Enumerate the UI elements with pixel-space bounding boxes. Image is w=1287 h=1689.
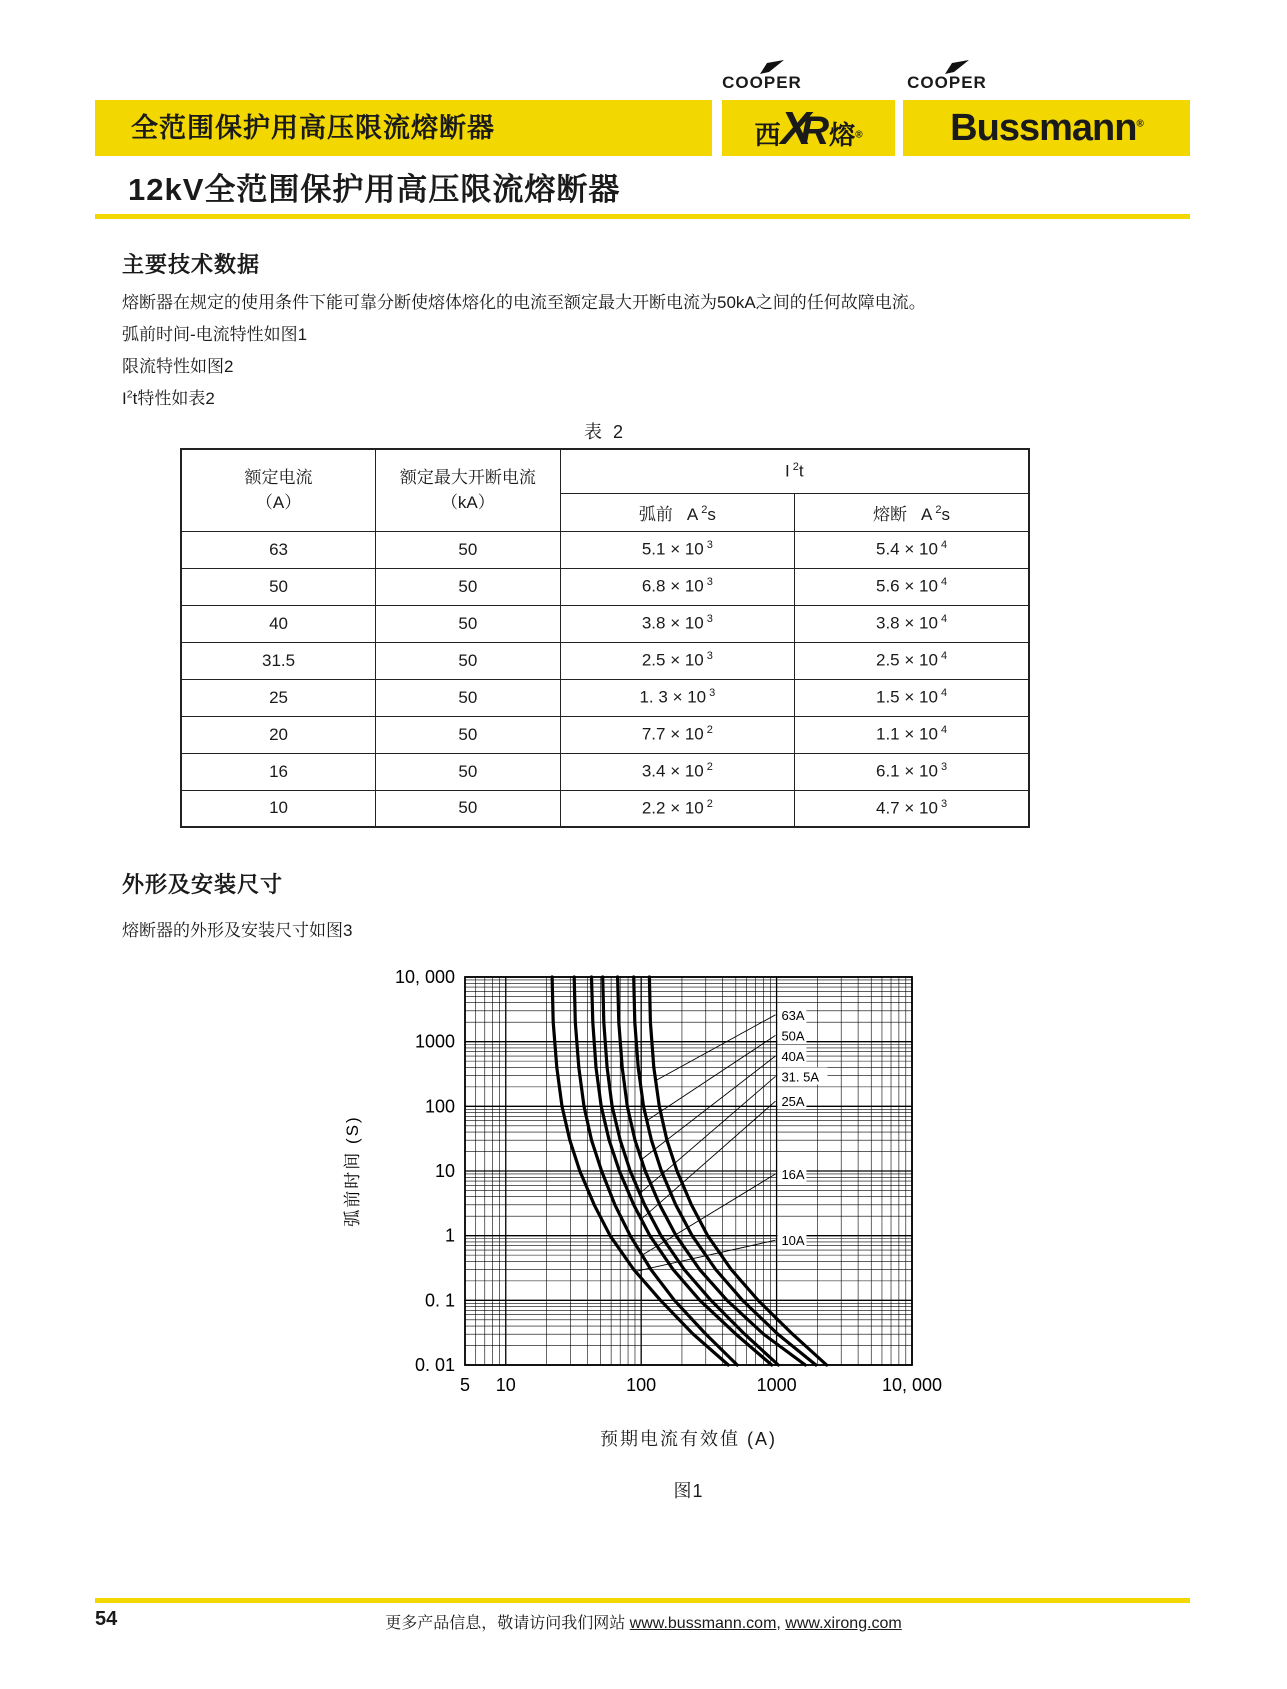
breaking-current-cell: 50 [376, 605, 561, 642]
melting-i2t-cell: 4.7 × 10 $^3$ [795, 790, 1029, 827]
svg-text:1000: 1000 [414, 1031, 455, 1052]
header-band [95, 100, 712, 156]
svg-text:0. 1: 0. 1 [424, 1290, 455, 1311]
melting-i2t-cell: 1.1 × 10 $^4$ [795, 716, 1029, 753]
svg-text:弧前时间 (S): 弧前时间 (S) [343, 1115, 362, 1227]
footer-separator: , [776, 1615, 786, 1632]
col-header-i2t: I $^2$t [560, 449, 1029, 493]
svg-text:1: 1 [444, 1225, 455, 1246]
figure1-x-axis-label: 预期电流有效值 (A) [600, 1429, 777, 1449]
tech-data-line4: $I^2t$特性如表2 [122, 388, 215, 408]
cooper-mark-bussmann [897, 60, 997, 93]
col-header-melting: 熔断 A $^2$s [795, 493, 1029, 531]
svg-text:10, 000: 10, 000 [394, 967, 455, 987]
melting-i2t-cell: 6.1 × 10 $^3$ [795, 753, 1029, 790]
breaking-current-cell: 50 [376, 753, 561, 790]
footer-prefix: 更多产品信息，敬请访问我们网站 [385, 1615, 630, 1632]
rated-current-cell: 40 [181, 605, 376, 642]
table-row [181, 531, 1029, 568]
svg-text:100: 100 [626, 1375, 657, 1395]
svg-text:10: 10 [434, 1161, 455, 1181]
tech-data-line1: 熔断器在规定的使用条件下能可靠分断使熔体熔化的电流至额定最大开断电流为50kA之间的任何故障电流。 [122, 293, 926, 312]
prearc-i2t-cell: 3.4 × 10 $^2$ [560, 753, 794, 790]
page-title: 12kV全范围保护用高压限流熔断器 [128, 172, 621, 207]
table-row [181, 679, 1029, 716]
col-header-prearc: 弧前 A $^2$s [560, 493, 794, 531]
figure1 [330, 942, 970, 1503]
table-row [181, 790, 1029, 827]
melting-i2t-cell: 1.5 × 10 $^4$ [795, 679, 1029, 716]
melting-i2t-cell: 2.5 × 10 $^4$ [795, 642, 1029, 679]
dimensions-line1: 熔断器的外形及安装尺寸如图3 [122, 921, 353, 940]
melting-i2t-cell: 3.8 × 10 $^4$ [795, 605, 1029, 642]
rated-current-cell: 16 [181, 753, 376, 790]
col-header-breaking-current: 额定最大开断电流 （kA） [376, 449, 561, 531]
figure1-svg [330, 942, 970, 1404]
svg-text:0. 01: 0. 01 [414, 1355, 455, 1375]
prearc-i2t-cell: 2.5 × 10 $^3$ [560, 642, 794, 679]
rated-current-cell: 50 [181, 568, 376, 605]
breaking-current-cell: 50 [376, 642, 561, 679]
rated-current-cell: 25 [181, 679, 376, 716]
svg-text:10: 10 [495, 1375, 516, 1395]
svg-text:25A: 25A [781, 1094, 805, 1110]
rated-current-cell: 10 [181, 790, 376, 827]
rated-current-cell: 31.5 [181, 642, 376, 679]
xirong-website-link[interactable]: www.xirong.com [785, 1615, 902, 1632]
svg-text:31. 5A: 31. 5A [781, 1069, 820, 1085]
bussmann-website-link[interactable]: www.bussmann.com [629, 1615, 777, 1632]
svg-text:63A: 63A [781, 1007, 805, 1023]
footer-rule [95, 1598, 1190, 1603]
table-row [181, 753, 1029, 790]
svg-text:1000: 1000 [756, 1375, 797, 1395]
xirong-logo: 西XR熔® [754, 102, 863, 154]
table-row [181, 568, 1029, 605]
svg-text:5: 5 [459, 1375, 471, 1395]
table-row [181, 716, 1029, 753]
rated-current-cell: 63 [181, 531, 376, 568]
svg-text:10A: 10A [781, 1233, 805, 1249]
breaking-current-cell: 50 [376, 679, 561, 716]
breaking-current-cell: 50 [376, 790, 561, 827]
table-header-row-1 [181, 449, 1029, 493]
bussmann-logo-strip [903, 100, 1190, 156]
svg-text:16A: 16A [781, 1166, 805, 1182]
melting-i2t-cell: 5.6 × 10 $^4$ [795, 568, 1029, 605]
table-row [181, 642, 1029, 679]
section-heading-tech-data: 主要技术数据 [122, 252, 261, 277]
footer-text [0, 1610, 1287, 1633]
svg-text:40A: 40A [781, 1049, 805, 1065]
tech-data-line3: 限流特性如图2 [122, 357, 234, 376]
title-rule [95, 214, 1190, 219]
col-header-rated-current: 额定电流 （A） [181, 449, 376, 531]
melting-i2t-cell: 5.4 × 10 $^4$ [795, 531, 1029, 568]
breaking-current-cell: 50 [376, 716, 561, 753]
svg-text:10, 000: 10, 000 [881, 1375, 943, 1395]
figure1-caption: 图1 [673, 1481, 704, 1501]
prearc-i2t-cell: 5.1 × 10 $^3$ [560, 531, 794, 568]
tech-data-line2: 弧前时间-电流特性如图1 [122, 325, 308, 344]
prearc-i2t-cell: 3.8 × 10 $^3$ [560, 605, 794, 642]
svg-text:100: 100 [424, 1096, 455, 1117]
rated-current-cell: 20 [181, 716, 376, 753]
i2t-spec-table [180, 448, 1030, 828]
table2-caption: 表 2 [583, 422, 626, 442]
table-row [181, 605, 1029, 642]
prearc-i2t-cell: 1. 3 × 10 $^3$ [560, 679, 794, 716]
cooper-wordmark: COOPER [722, 73, 802, 92]
page-number: 54 [95, 1608, 118, 1630]
section-heading-dimensions: 外形及安装尺寸 [122, 872, 284, 897]
breaking-current-cell: 50 [376, 531, 561, 568]
breaking-current-cell: 50 [376, 568, 561, 605]
prearc-i2t-cell: 7.7 × 10 $^2$ [560, 716, 794, 753]
prearc-i2t-cell: 6.8 × 10 $^3$ [560, 568, 794, 605]
cooper-wordmark: COOPER [907, 73, 987, 92]
svg-text:50A: 50A [781, 1028, 805, 1044]
prearc-i2t-cell: 2.2 × 10 $^2$ [560, 790, 794, 827]
xirong-logo-strip [722, 100, 895, 156]
header-band-title: 全范围保护用高压限流熔断器 [131, 113, 495, 143]
bussmann-logo: Bussmann® [950, 106, 1143, 149]
cooper-mark-xirong [712, 60, 812, 93]
